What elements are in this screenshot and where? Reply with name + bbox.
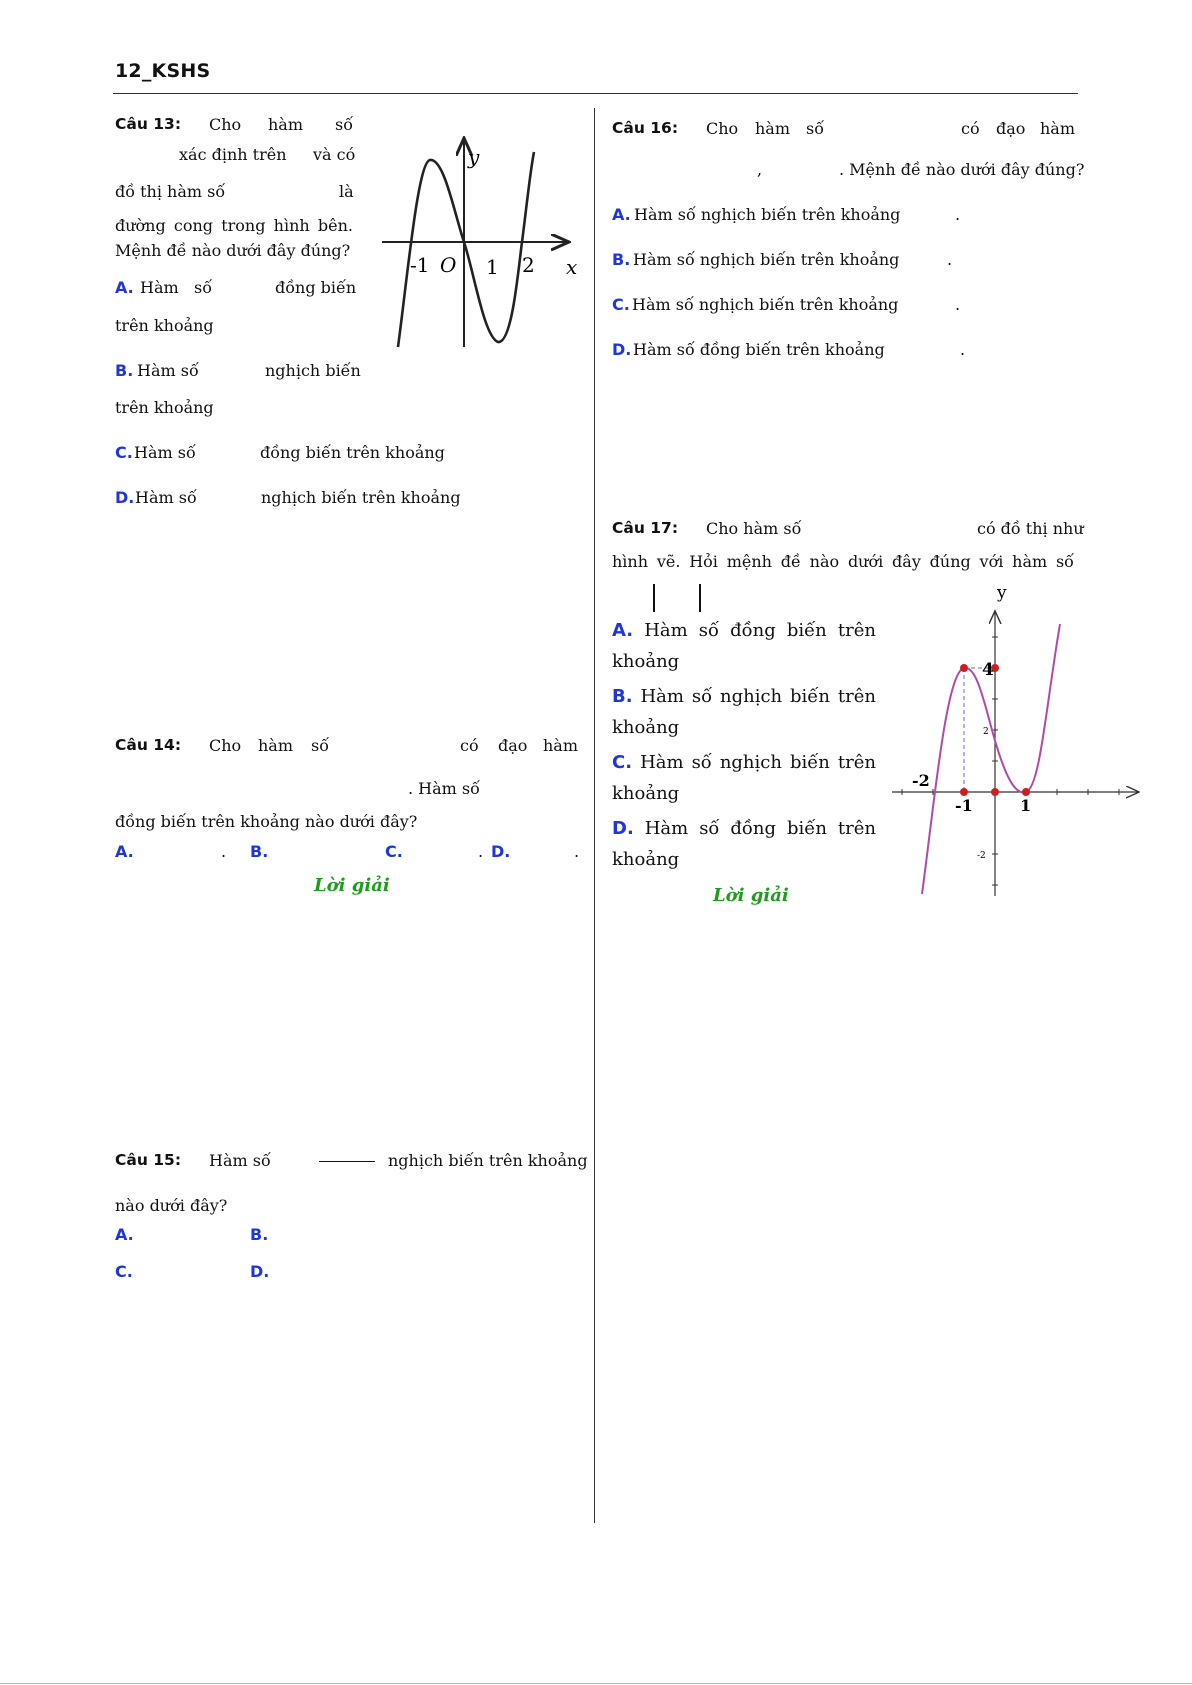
q13-option-a-text: trên khoảng: [115, 316, 214, 335]
q13-option-b-letter[interactable]: B.: [115, 361, 134, 380]
q14-word: hàm: [258, 736, 294, 755]
q17-option-d-cont: khoảng: [612, 849, 680, 870]
q17-text: Cho hàm số: [706, 519, 802, 538]
q17-graph: [890, 586, 1140, 898]
q13-option-b-text: trên khoảng: [115, 398, 214, 417]
q13-option-b-text: nghịch biến: [265, 361, 361, 380]
q13-option-a-text: số: [194, 278, 212, 297]
q13-text: là: [339, 182, 354, 201]
q16-option-b-letter[interactable]: B.: [612, 250, 631, 269]
q13-option-b-text: Hàm số: [137, 361, 199, 380]
q17-option-a-cont: khoảng: [612, 651, 680, 672]
q17-option-b[interactable]: B. Hàm số nghịch biến trên: [612, 686, 876, 707]
q17-option-b-cont: khoảng: [612, 717, 680, 738]
page-header-title: 12_KSHS: [115, 60, 211, 82]
q17-y-label: y: [997, 586, 1007, 603]
q14-word: có: [460, 736, 479, 755]
q15-label: Câu 15:: [115, 1151, 182, 1169]
column-divider: [594, 108, 595, 1523]
q14-word: hàm: [543, 736, 579, 755]
q17-text: có đồ thị như: [977, 519, 1084, 538]
q13-option-c-letter[interactable]: C.: [115, 443, 133, 462]
header-rule: [113, 93, 1078, 94]
q17-ticks: [902, 637, 1119, 885]
q13-tick-label: -1: [410, 253, 430, 277]
q16-word: có: [961, 119, 980, 138]
q16-option-c-text: Hàm số nghịch biến trên khoảng: [632, 295, 899, 314]
q13-origin-label: O: [440, 253, 457, 277]
q17-option-c-cont: khoảng: [612, 783, 680, 804]
q16-word: hàm: [755, 119, 791, 138]
q17-option-c[interactable]: C. Hàm số nghịch biến trên: [612, 752, 876, 773]
q15-option-c[interactable]: C.: [115, 1262, 133, 1281]
q13-y-label: y: [468, 145, 480, 169]
q13-tick-label: 1: [486, 255, 499, 279]
q17-label-neg2-y: -2: [977, 851, 986, 861]
q16-option-a-text: Hàm số nghịch biến trên khoảng: [634, 205, 901, 224]
q17-option-a[interactable]: A. Hàm số đồng biến trên: [612, 620, 876, 641]
q14-solution-heading: Lời giải: [314, 875, 390, 896]
q13-text: xác định trên: [179, 145, 287, 164]
q15-fraction-bar: [319, 1161, 375, 1162]
q16-word: Cho: [706, 119, 739, 138]
q14-option-b[interactable]: B.: [250, 842, 269, 861]
q13-line: đường cong trong hình bên.: [115, 216, 353, 235]
q16-label: Câu 16:: [612, 119, 679, 137]
q14-label: Câu 14:: [115, 736, 182, 754]
q15-option-a[interactable]: A.: [115, 1225, 134, 1244]
q14-word: Cho: [209, 736, 242, 755]
q14-word: số: [311, 736, 329, 755]
q13-word: Cho: [209, 115, 242, 134]
q17-label-2: 2: [983, 727, 989, 737]
q16-comma: ,: [757, 160, 763, 179]
q13-word: số: [335, 115, 353, 134]
q13-option-d-text: Hàm số: [135, 488, 197, 507]
q13-text: và có: [313, 145, 356, 164]
q17-abs-bar-right: [699, 584, 701, 612]
q13-question: Mệnh đề nào dưới đây đúng?: [115, 241, 351, 260]
q16-word: hàm: [1040, 119, 1076, 138]
q17-solution-heading: Lời giải: [713, 885, 789, 906]
q16-question: . Mệnh đề nào dưới đây đúng?: [839, 160, 1085, 179]
q17-label-1: 1: [1020, 796, 1032, 815]
q13-option-c-text: đồng biến trên khoảng: [260, 443, 445, 462]
q13-graph: [380, 132, 580, 352]
q17-label-neg1: -1: [955, 796, 973, 815]
q16-option-a-letter[interactable]: A.: [612, 205, 631, 224]
q17-label: Câu 17:: [612, 519, 679, 537]
q15-text: Hàm số: [209, 1151, 271, 1170]
q16-word: đạo: [996, 119, 1026, 138]
q17-abs-bar-left: [653, 584, 655, 612]
q15-text: nghịch biến trên khoảng: [388, 1151, 588, 1170]
q17-label-4: 4: [982, 660, 994, 680]
q16-word: số: [806, 119, 824, 138]
q14-option-d[interactable]: D.: [491, 842, 511, 861]
q13-x-label: x: [566, 255, 578, 279]
q15-option-d[interactable]: D.: [250, 1262, 270, 1281]
q16-option-d-letter[interactable]: D.: [612, 340, 632, 359]
q14-question: đồng biến trên khoảng nào dưới đây?: [115, 812, 418, 831]
q13-option-a-text: Hàm: [140, 278, 179, 297]
q13-option-c-text: Hàm số: [134, 443, 196, 462]
q13-curve: [398, 152, 534, 347]
q17-label-neg2: -2: [912, 771, 930, 790]
q16-option-b-text: Hàm số nghịch biến trên khoảng: [633, 250, 900, 269]
q16-option-d-text: Hàm số đồng biến trên khoảng: [633, 340, 885, 359]
q13-text: đồ thị hàm số: [115, 182, 226, 201]
q13-option-d-letter[interactable]: D.: [115, 488, 135, 507]
q16-option-c-letter[interactable]: C.: [612, 295, 630, 314]
q13-option-a-letter[interactable]: A.: [115, 278, 134, 297]
q14-text: . Hàm số: [408, 779, 480, 798]
q13-tick-label: 2: [522, 253, 535, 277]
q14-option-c[interactable]: C.: [385, 842, 403, 861]
q14-option-a[interactable]: A.: [115, 842, 134, 861]
q14-word: đạo: [498, 736, 528, 755]
q17-line: hình vẽ. Hỏi mệnh đề nào dưới đây đúng với hàm số: [612, 552, 1074, 571]
q13-label: Câu 13:: [115, 115, 182, 133]
q13-option-a-text: đồng biến: [275, 278, 357, 297]
q13-word: hàm: [268, 115, 304, 134]
q13-option-d-text: nghịch biến trên khoảng: [261, 488, 461, 507]
q15-option-b[interactable]: B.: [250, 1225, 269, 1244]
bottom-rule: [0, 1683, 1192, 1684]
q17-option-d[interactable]: D. Hàm số đồng biến trên: [612, 818, 876, 839]
q15-question: nào dưới đây?: [115, 1196, 228, 1215]
